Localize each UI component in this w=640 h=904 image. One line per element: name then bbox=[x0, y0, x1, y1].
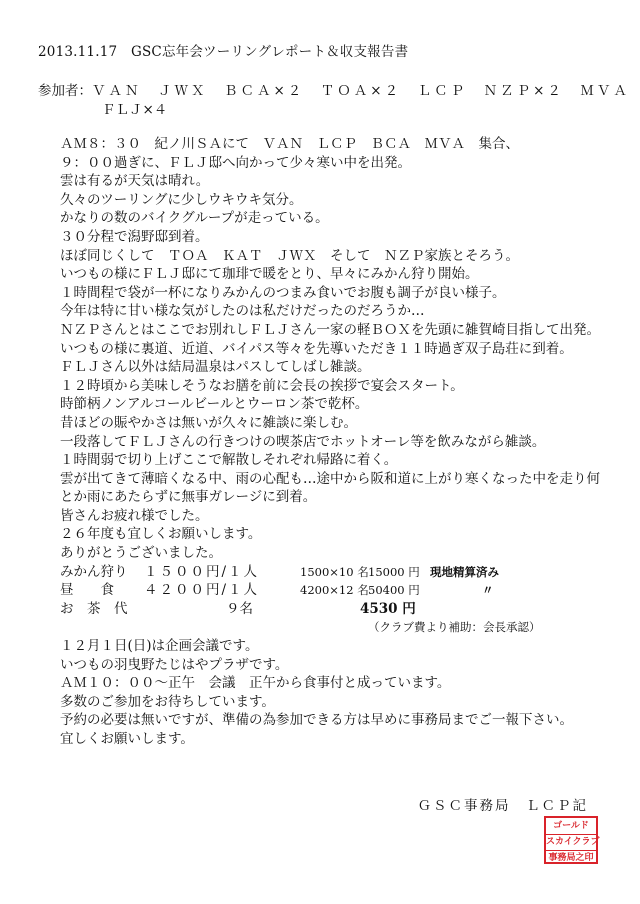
signature: ＧＳＣ事務局 ＬＣＰ記 bbox=[417, 798, 588, 814]
report-line: 一段落してＦＬＪさんの行きつけの喫茶店でホットオーレ等を飲みながら雑談。 bbox=[60, 433, 546, 450]
participants-block bbox=[38, 82, 630, 119]
account-note: 現地精算済み bbox=[430, 564, 499, 579]
account-calc: 4200×12 名 bbox=[300, 583, 369, 598]
report-line: ほぼ同じくして ＴＯＡ ＫＡＴ ＪＷＸ そして ＮＺＰ家族とそろう。 bbox=[60, 247, 519, 264]
account-calc: 1500×10 名 bbox=[300, 564, 369, 579]
report-line: ２６年度も宜しくお願いします。 bbox=[60, 526, 262, 543]
account-amount: 50400 円 bbox=[368, 583, 420, 598]
document-title: 2013.11.17 GSC忘年会ツーリングレポート＆収支報告書 bbox=[38, 44, 409, 60]
report-line: １時間弱で切り上げここで解散しそれぞれ帰路に着く。 bbox=[60, 452, 398, 469]
report-line: 今年は特に甘い様な気がしたのは私だけだったのだろうか… bbox=[60, 303, 425, 320]
report-line: 雲が出てきて薄暗くなる中、雨の心配も…途中から阪和道に上がり寒くなった中を走り何とか雨にあたらずに無事ガレージに到着。 bbox=[60, 470, 600, 506]
seal-line: スカイクラブ bbox=[546, 835, 596, 851]
notice-line: 宜しくお願いします。 bbox=[60, 731, 194, 747]
account-item: お 茶 代 bbox=[60, 600, 128, 617]
account-note: 〃 bbox=[482, 583, 494, 598]
report-line: １時間程で袋が一杯になりみかんのつまみ食いでお腹も調子が良い様子。 bbox=[60, 284, 506, 301]
notice-line: ＡＭ１０：００～正午 会議 正午から食事付と成っています。 bbox=[60, 675, 451, 692]
report-line: いつもの様に裏道、近道、バイパス等々を先導いただき１１時過ぎ双子島荘に到着。 bbox=[60, 340, 573, 357]
account-item: みかん狩り bbox=[60, 563, 128, 580]
seal-line: ゴールド bbox=[546, 819, 596, 835]
report-line: ＮＺＰさんとはここでお別れしＦＬＪさん一家の軽ＢＯＸを先頭に雑賀崎目指して出発。 bbox=[60, 321, 600, 338]
participants-line bbox=[38, 82, 630, 101]
report-line: 雲は有るが天気は晴れ。 bbox=[60, 173, 210, 190]
account-row-mikan bbox=[38, 563, 608, 582]
account-unit-price: ４２００円/１人 bbox=[144, 582, 260, 599]
report-body bbox=[38, 135, 608, 749]
subsidy-row bbox=[38, 618, 608, 637]
notice-line: いつもの羽曳野たじはやプラザです。 bbox=[60, 656, 289, 673]
report-line: ＡＭ８：３０ 紀ノ川ＳＡにて ＶＡＮ ＬＣＰ ＢＣＡ ＭＶＡ 集合、 bbox=[60, 136, 519, 152]
seal-stamp bbox=[544, 816, 598, 864]
notice-line: １２月１日(日)は企画会議です。 bbox=[60, 638, 259, 655]
account-unit-price: １５００円/１人 bbox=[144, 563, 260, 580]
account-amount: 15000 円 bbox=[368, 564, 420, 579]
report-line: ９：００過ぎに、ＦＬＪ邸へ向かって少々寒い中を出発。 bbox=[60, 154, 411, 171]
report-line: かなりの数のバイクグループが走っている。 bbox=[60, 210, 329, 227]
report-line: ありがとうございました。 bbox=[60, 545, 222, 562]
notice-line: 多数のご参加をお待ちしています。 bbox=[60, 693, 275, 710]
report-line: 皆さんお疲れ様でした。 bbox=[60, 507, 209, 524]
account-calc: ９名 bbox=[226, 600, 253, 617]
participants-list: ＶＡＮ ＪＷＸ ＢＣＡ×２ ＴＯＡ×２ ＬＣＰ ＮＺＰ×２ ＭＶＡ bbox=[92, 83, 630, 99]
account-item: 昼 食 bbox=[60, 582, 114, 599]
participants-label: 参加者： bbox=[38, 83, 92, 99]
notice-line: 予約の必要は無いですが、準備の為参加できる方は早めに事務局までご一報下さい。 bbox=[60, 712, 573, 729]
report-line: 久々のツーリングに少しウキウキ気分。 bbox=[60, 191, 303, 208]
account-row-lunch bbox=[38, 581, 608, 600]
report-line: 時節柄ノンアルコールビールとウーロン茶で乾杯。 bbox=[60, 396, 369, 413]
subsidy-note: （クラブ費より補助：会長承認） bbox=[368, 620, 541, 635]
account-amount: 4530 円 bbox=[360, 600, 416, 617]
participants-list-continued: ＦＬＪ×４ bbox=[102, 101, 168, 118]
account-row-tea bbox=[38, 600, 608, 619]
seal-line: 事務局之印 bbox=[548, 853, 594, 863]
report-line: いつもの様にＦＬＪ邸にて珈琲で暖をとり、早々にみかん狩り開始。 bbox=[60, 266, 479, 283]
report-line: ３０分程で潟野邸到着。 bbox=[60, 228, 209, 245]
report-line: ＦＬＪさん以外は結局温泉はパスしてしばし雑談。 bbox=[60, 359, 371, 376]
report-line: 昔ほどの賑やかさは無いが久々に雑談に楽しむ。 bbox=[60, 414, 357, 431]
report-line: １２時頃から美味しそうなお膳を前に会長の挨拶で宴会スタート。 bbox=[60, 377, 464, 394]
